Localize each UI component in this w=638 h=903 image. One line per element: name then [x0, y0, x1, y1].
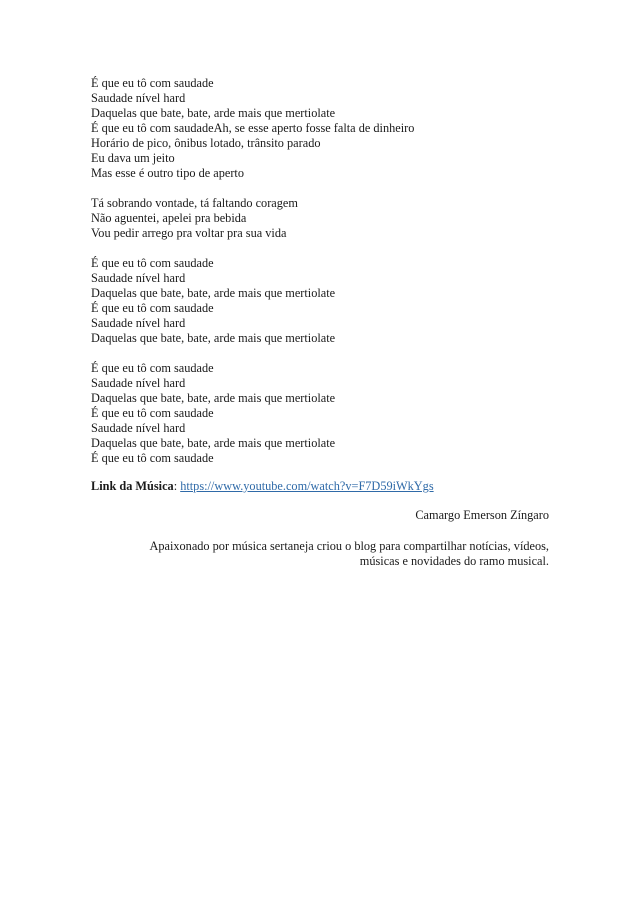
lyric-line: Eu dava um jeito: [91, 151, 175, 165]
lyric-line: Saudade nível hard: [91, 91, 186, 105]
lyrics-stanza-2: [91, 196, 549, 241]
lyric-line: É que eu tô com saudade: [91, 76, 214, 90]
lyric-line: Saudade nível hard: [91, 421, 186, 435]
lyric-line: É que eu tô com saudade: [91, 451, 214, 465]
lyric-line: É que eu tô com saudade: [91, 256, 214, 270]
author-bio: [126, 539, 549, 569]
youtube-link[interactable]: https://www.youtube.com/watch?v=F7D59iWkYgs: [180, 479, 434, 493]
lyric-line: Mas esse é outro tipo de aperto: [91, 166, 244, 180]
lyric-line: Saudade nível hard: [91, 271, 186, 285]
lyric-line: Daquelas que bate, bate, arde mais que mertiolate: [91, 286, 336, 300]
lyric-line: Tá sobrando vontade, tá faltando coragem: [91, 196, 298, 210]
lyrics-stanza-3: [91, 256, 549, 346]
lyrics-stanza-1: [91, 76, 549, 181]
lyric-line: É que eu tô com saudadeAh, se esse aperto fosse falta de dinheiro: [91, 121, 415, 135]
document-page: [91, 76, 549, 569]
music-link-label: Link da Música: [91, 479, 174, 493]
lyric-line: É que eu tô com saudade: [91, 361, 214, 375]
lyrics-stanza-4: [91, 361, 549, 466]
author-bio-line-1: Apaixonado por música sertaneja criou o blog para compartilhar notícias, vídeos,: [149, 539, 549, 553]
lyric-line: Daquelas que bate, bate, arde mais que mertiolate: [91, 436, 336, 450]
lyric-line: Vou pedir arrego pra voltar pra sua vida: [91, 226, 287, 240]
lyric-line: Saudade nível hard: [91, 376, 186, 390]
author-bio-line-2: músicas e novidades do ramo musical.: [359, 554, 549, 568]
author-name: Camargo Emerson Zíngaro: [415, 508, 549, 522]
music-link-row: [91, 479, 549, 494]
lyric-line: Daquelas que bate, bate, arde mais que mertiolate: [91, 331, 336, 345]
lyric-line: É que eu tô com saudade: [91, 406, 214, 420]
music-link-separator: :: [173, 479, 181, 493]
lyric-line: É que eu tô com saudade: [91, 301, 214, 315]
lyric-line: Horário de pico, ônibus lotado, trânsito parado: [91, 136, 321, 150]
lyric-line: Não aguentei, apelei pra bebida: [91, 211, 247, 225]
lyric-line: Daquelas que bate, bate, arde mais que mertiolate: [91, 391, 336, 405]
lyric-line: Daquelas que bate, bate, arde mais que mertiolate: [91, 106, 336, 120]
lyric-line: Saudade nível hard: [91, 316, 186, 330]
